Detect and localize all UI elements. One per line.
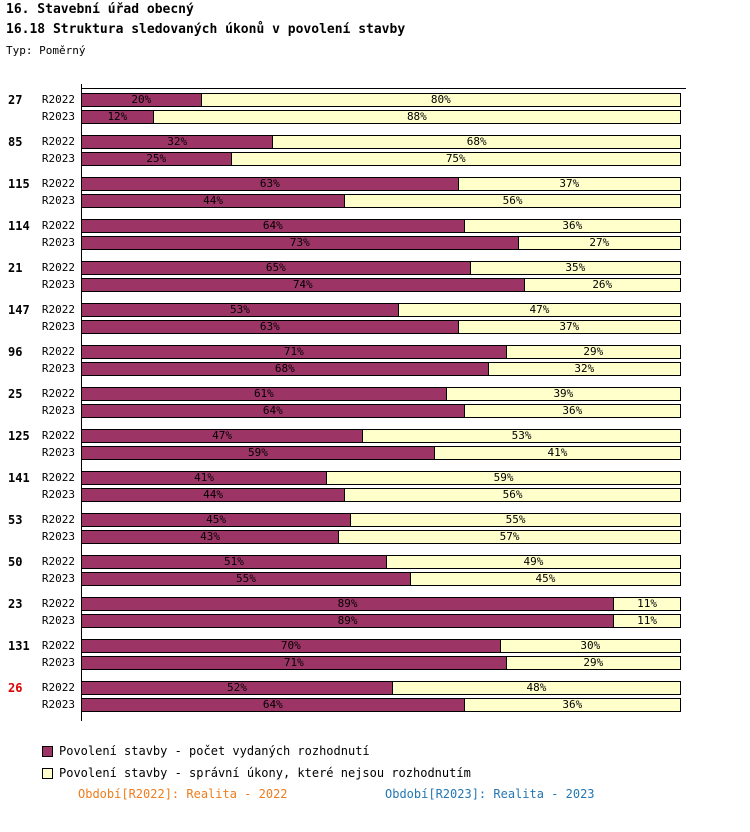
stacked-bar (81, 597, 681, 611)
group-label: 21 (8, 261, 23, 275)
group-label: 114 (8, 219, 30, 233)
segment-value-label: 75% (445, 152, 466, 165)
segment-decisions (82, 178, 459, 190)
page-title: 16. Stavební úřad obecný (6, 2, 194, 17)
row-label-r2022: R2022 (41, 471, 75, 484)
stacked-bar (81, 513, 681, 527)
segment-value-label: 29% (583, 656, 604, 669)
segment-decisions (82, 279, 525, 291)
stacked-bar (81, 303, 681, 317)
segment-other-acts (393, 682, 680, 694)
segment-value-label: 56% (502, 194, 523, 207)
stacked-bar (81, 404, 681, 418)
segment-value-label: 64% (262, 404, 283, 417)
stacked-bar (81, 681, 681, 695)
segment-value-label: 32% (167, 135, 188, 148)
segment-other-acts (614, 598, 680, 610)
segment-other-acts (154, 111, 680, 123)
footer-period-2022: Období[R2022]: Realita - 2022 (78, 787, 288, 801)
segment-other-acts (507, 346, 680, 358)
segment-other-acts (471, 262, 680, 274)
segment-value-label: 47% (529, 303, 550, 316)
row-label-r2022: R2022 (41, 93, 75, 106)
row-label-r2023: R2023 (41, 698, 75, 711)
stacked-bar (81, 530, 681, 544)
row-label-r2023: R2023 (41, 236, 75, 249)
segment-decisions (82, 363, 489, 375)
row-label-r2023: R2023 (41, 656, 75, 669)
stacked-bar (81, 135, 681, 149)
row-label-r2023: R2023 (41, 488, 75, 501)
segment-value-label: 44% (203, 194, 223, 207)
footer-period-2023: Období[R2023]: Realita - 2023 (385, 787, 595, 801)
segment-other-acts (327, 472, 680, 484)
segment-value-label: 74% (292, 278, 313, 291)
group-label: 131 (8, 639, 30, 653)
segment-other-acts (345, 195, 680, 207)
group-label: 85 (8, 135, 23, 149)
segment-value-label: 64% (262, 219, 283, 232)
segment-other-acts (519, 237, 680, 249)
segment-value-label: 25% (146, 152, 167, 165)
segment-other-acts (459, 321, 680, 333)
segment-decisions (82, 447, 435, 459)
segment-other-acts (399, 304, 680, 316)
row-label-r2023: R2023 (41, 152, 75, 165)
segment-value-label: 68% (466, 135, 487, 148)
segment-decisions (82, 304, 399, 316)
segment-value-label: 80% (430, 93, 451, 106)
group-label: 25 (8, 387, 23, 401)
segment-value-label: 55% (236, 572, 256, 585)
segment-other-acts (387, 556, 680, 568)
legend-label-decisions: Povolení stavby - počet vydaných rozhodnutí (59, 744, 370, 758)
segment-decisions (82, 388, 447, 400)
row-label-r2023: R2023 (41, 362, 75, 375)
stacked-bar (81, 177, 681, 191)
stacked-bar (81, 110, 681, 124)
row-label-r2022: R2022 (41, 177, 75, 190)
row-label-r2023: R2023 (41, 404, 75, 417)
segment-decisions (82, 346, 507, 358)
segment-other-acts (507, 657, 680, 669)
segment-value-label: 39% (553, 387, 574, 400)
segment-value-label: 45% (535, 572, 556, 585)
stacked-bar (81, 614, 681, 628)
segment-value-label: 41% (194, 471, 215, 484)
segment-decisions (82, 556, 387, 568)
segment-value-label: 63% (259, 320, 280, 333)
segment-value-label: 73% (289, 236, 310, 249)
segment-value-label: 27% (589, 236, 610, 249)
stacked-bar (81, 446, 681, 460)
stacked-bar (81, 194, 681, 208)
segment-other-acts (525, 279, 680, 291)
group-label: 27 (8, 93, 23, 107)
stacked-bar (81, 656, 681, 670)
group-label: 125 (8, 429, 30, 443)
segment-decisions (82, 615, 614, 627)
row-label-r2023: R2023 (41, 530, 75, 543)
segment-value-label: 20% (131, 93, 152, 106)
row-label-r2023: R2023 (41, 110, 75, 123)
stacked-bar (81, 261, 681, 275)
row-label-r2022: R2022 (41, 303, 75, 316)
segment-other-acts (363, 430, 680, 442)
group-label: 96 (8, 345, 23, 359)
stacked-bar (81, 429, 681, 443)
row-label-r2022: R2022 (41, 345, 75, 358)
segment-other-acts (351, 514, 680, 526)
row-label-r2022: R2022 (41, 135, 75, 148)
segment-decisions (82, 237, 519, 249)
segment-other-acts (345, 489, 680, 501)
row-label-r2023: R2023 (41, 320, 75, 333)
segment-other-acts (339, 531, 680, 543)
segment-value-label: 37% (559, 320, 580, 333)
segment-decisions (82, 262, 471, 274)
segment-value-label: 47% (212, 429, 232, 442)
segment-value-label: 43% (200, 530, 220, 543)
segment-value-label: 63% (259, 177, 280, 190)
chart-type-label: Typ: Poměrný (6, 44, 86, 57)
stacked-bar (81, 639, 681, 653)
row-label-r2022: R2022 (41, 261, 75, 274)
legend-swatch-decisions-icon (42, 746, 53, 757)
segment-other-acts (465, 699, 680, 711)
stacked-bar (81, 488, 681, 502)
row-label-r2022: R2022 (41, 219, 75, 232)
row-label-r2022: R2022 (41, 597, 75, 610)
segment-value-label: 36% (562, 698, 583, 711)
segment-value-label: 64% (262, 698, 283, 711)
top-axis-line (81, 88, 686, 89)
segment-value-label: 68% (274, 362, 295, 375)
stacked-bar (81, 387, 681, 401)
segment-value-label: 49% (523, 555, 544, 568)
segment-value-label: 89% (337, 614, 358, 627)
row-label-r2022: R2022 (41, 513, 75, 526)
segment-decisions (82, 640, 501, 652)
row-label-r2023: R2023 (41, 278, 75, 291)
group-label: 53 (8, 513, 23, 527)
row-label-r2022: R2022 (41, 429, 75, 442)
segment-decisions (82, 136, 273, 148)
segment-value-label: 41% (547, 446, 568, 459)
segment-value-label: 65% (265, 261, 286, 274)
row-label-r2023: R2023 (41, 446, 75, 459)
segment-other-acts (447, 388, 680, 400)
row-label-r2022: R2022 (41, 681, 75, 694)
segment-value-label: 51% (224, 555, 244, 568)
segment-decisions (82, 405, 465, 417)
stacked-bar (81, 698, 681, 712)
group-label: 26 (8, 681, 23, 695)
segment-other-acts (614, 615, 680, 627)
segment-decisions (82, 489, 345, 501)
segment-value-label: 70% (280, 639, 301, 652)
segment-other-acts (459, 178, 680, 190)
segment-decisions (82, 657, 507, 669)
segment-decisions (82, 153, 232, 165)
stacked-bar (81, 93, 681, 107)
group-label: 50 (8, 555, 23, 569)
segment-value-label: 59% (247, 446, 268, 459)
stacked-bar (81, 320, 681, 334)
segment-decisions (82, 699, 465, 711)
segment-other-acts (202, 94, 680, 106)
chart-subtitle: 16.18 Struktura sledovaných úkonů v povolení stavby (6, 22, 406, 37)
row-label-r2023: R2023 (41, 572, 75, 585)
group-label: 23 (8, 597, 23, 611)
segment-value-label: 29% (583, 345, 604, 358)
segment-value-label: 36% (562, 404, 583, 417)
segment-decisions (82, 195, 345, 207)
segment-value-label: 61% (253, 387, 274, 400)
segment-value-label: 37% (559, 177, 580, 190)
segment-value-label: 53% (511, 429, 532, 442)
segment-decisions (82, 531, 339, 543)
segment-other-acts (489, 363, 680, 375)
segment-value-label: 71% (283, 656, 304, 669)
segment-other-acts (435, 447, 680, 459)
segment-value-label: 48% (526, 681, 547, 694)
segment-value-label: 12% (107, 110, 128, 123)
segment-value-label: 53% (230, 303, 250, 316)
segment-other-acts (273, 136, 680, 148)
segment-other-acts (501, 640, 680, 652)
segment-value-label: 57% (499, 530, 520, 543)
stacked-bar (81, 471, 681, 485)
segment-value-label: 56% (502, 488, 523, 501)
segment-decisions (82, 321, 459, 333)
segment-value-label: 52% (227, 681, 247, 694)
stacked-bar (81, 362, 681, 376)
segment-decisions (82, 430, 363, 442)
segment-decisions (82, 472, 327, 484)
segment-value-label: 36% (562, 219, 583, 232)
segment-other-acts (465, 405, 680, 417)
stacked-bar (81, 152, 681, 166)
row-label-r2022: R2022 (41, 555, 75, 568)
segment-decisions (82, 220, 465, 232)
segment-value-label: 45% (206, 513, 226, 526)
segment-value-label: 71% (283, 345, 304, 358)
segment-value-label: 89% (337, 597, 358, 610)
row-label-r2023: R2023 (41, 614, 75, 627)
stacked-bar (81, 278, 681, 292)
segment-value-label: 44% (203, 488, 223, 501)
segment-value-label: 26% (592, 278, 613, 291)
stacked-bar (81, 345, 681, 359)
segment-decisions (82, 598, 614, 610)
segment-decisions (82, 573, 411, 585)
stacked-bar (81, 555, 681, 569)
segment-other-acts (411, 573, 680, 585)
legend-item-decisions (42, 744, 370, 758)
segment-value-label: 88% (406, 110, 427, 123)
row-label-r2022: R2022 (41, 387, 75, 400)
legend-label-other-acts: Povolení stavby - správní úkony, které nejsou rozhodnutím (59, 766, 471, 780)
stacked-bar (81, 219, 681, 233)
legend-swatch-other-acts-icon (42, 768, 53, 779)
segment-value-label: 11% (637, 597, 658, 610)
segment-other-acts (465, 220, 680, 232)
segment-decisions (82, 111, 154, 123)
segment-value-label: 11% (637, 614, 658, 627)
group-label: 141 (8, 471, 30, 485)
row-label-r2023: R2023 (41, 194, 75, 207)
segment-value-label: 35% (565, 261, 586, 274)
segment-other-acts (232, 153, 681, 165)
row-label-r2022: R2022 (41, 639, 75, 652)
segment-decisions (82, 514, 351, 526)
legend-item-other-acts (42, 766, 471, 780)
segment-decisions (82, 94, 202, 106)
segment-decisions (82, 682, 393, 694)
group-label: 115 (8, 177, 30, 191)
segment-value-label: 59% (493, 471, 514, 484)
group-label: 147 (8, 303, 30, 317)
segment-value-label: 30% (580, 639, 601, 652)
segment-value-label: 32% (574, 362, 595, 375)
segment-value-label: 55% (505, 513, 526, 526)
stacked-bar (81, 236, 681, 250)
stacked-bar (81, 572, 681, 586)
